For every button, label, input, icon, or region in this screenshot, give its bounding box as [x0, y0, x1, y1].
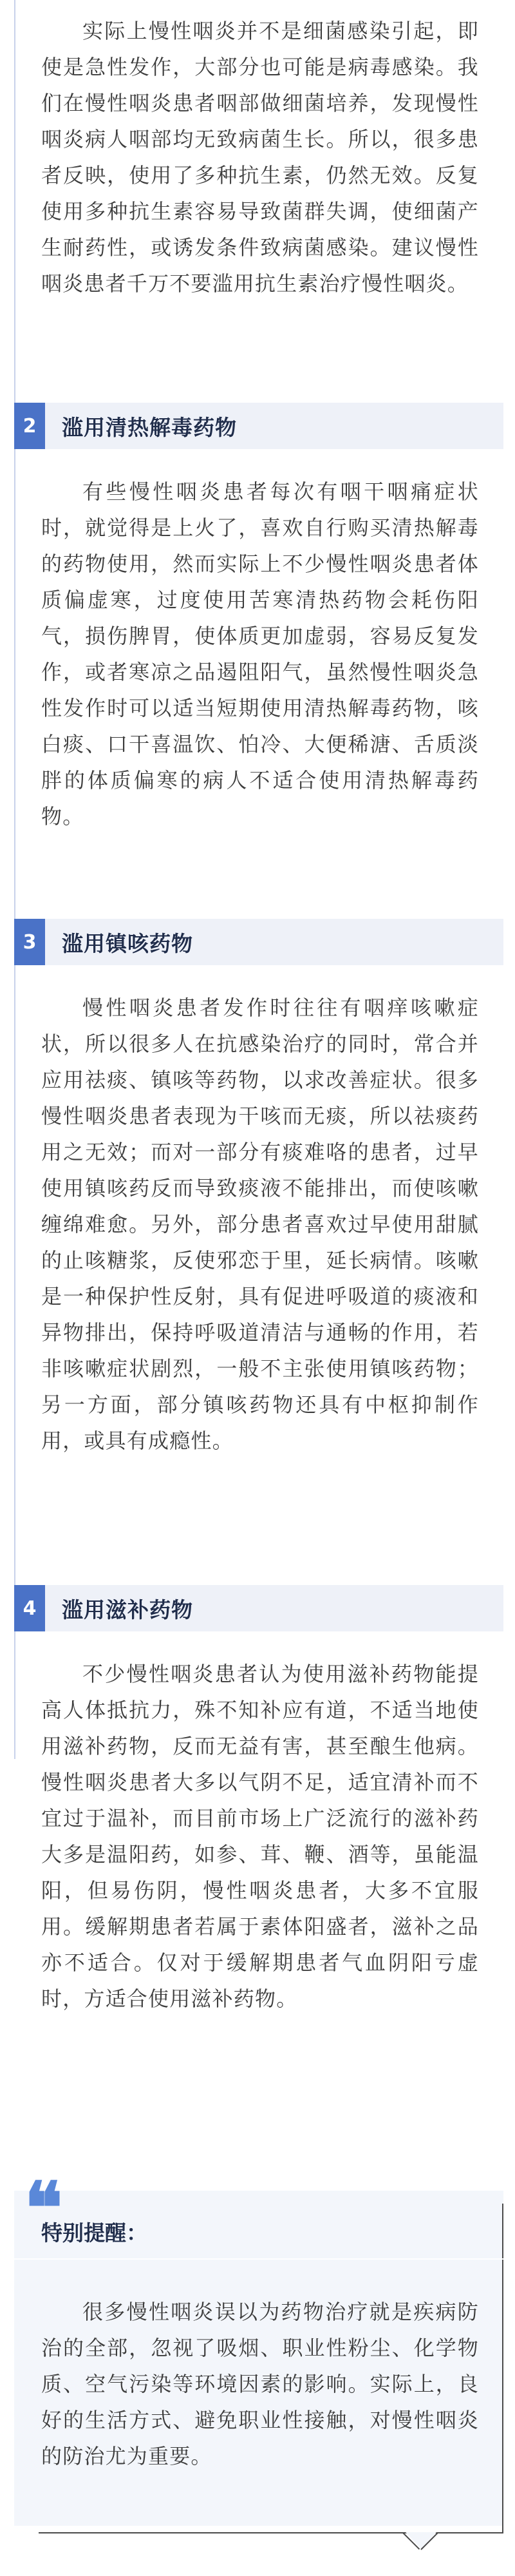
section-2-paragraph: 有些慢性咽炎患者每次有咽干咽痛症状时，就觉得是上火了，喜欢自行购买清热解毒的药物使用，然而实际上不少慢性咽炎患者体质偏虚寒，过度使用苦寒清热药物会耗伤阳气，损伤脾胃，使体质更加虚弱，容易反复发作，或者寒凉之品遏阻阳气，虽然慢性咽炎急性发作时可以适当短期使用清热解毒药物，咳白痰、口干喜温饮、怕冷、大便稀溏、舌质淡胖的体质偏寒的病人不适合使用清热解毒药物。 — [41, 479, 479, 829]
section-4-paragraph: 不少慢性咽炎患者认为使用滋补药物能提高人体抵抗力，殊不知补应有道，不适当地使用滋补药物，反而无益有害，甚至酿生他病。慢性咽炎患者大多以气阴不足，适宜清补而不宜过于温补，而目前市场上广泛流行的滋补药大多是温阳药，如参、茸、鞭、酒等，虽能温阳，但易伤阴，慢性咽炎患者，大多不宜服用。缓解期患者若属于素体阳盛者，滋补之品亦不适合。仅对于缓解期患者气血阴阳亏虚时，方适合使用滋补药物。 — [41, 1662, 479, 2011]
article-guide-line — [14, 0, 15, 1759]
callout-title: 特别提醒： — [41, 2220, 147, 2245]
callout-paragraph: 很多慢性咽炎误以为药物治疗就是疾病防治的全部，忽视了吸烟、职业性粉尘、化学物质、空气污染等环境因素的影响。实际上，良好的生活方式、避免职业性接触，对慢性咽炎的防治尤为重要。 — [41, 2300, 479, 2468]
section-title: 滥用清热解毒药物 — [62, 414, 237, 440]
section-number-badge: 4 — [14, 1585, 45, 1631]
section-3-paragraph: 慢性咽炎患者发作时往往有咽痒咳嗽症状，所以很多人在抗感染治疗的同时，常合并应用祛痰、镇咳等药物，以求改善症状。很多慢性咽炎患者表现为干咳而无痰，所以祛痰药用之无效；而对一部分有痰难咯的患者，过早使用镇咳药反而导致痰液不能排出，而使咳嗽缠绵难愈。另外，部分患者喜欢过早使用甜腻的止咳糖浆，反使邪恋于里，延长病情。咳嗽是一种保护性反射，具有促进呼吸道的痰液和异物排出，保持呼吸道清洁与通畅的作用，若非咳嗽症状剧烈，一般不主张使用镇咳药物；另一方面，部分镇咳药物还具有中枢抑制作用，或具有成瘾性。 — [41, 995, 479, 1453]
quote-icon — [24, 2173, 76, 2205]
intro-paragraph: 实际上慢性咽炎并不是细菌感染引起，即使是急性发作，大部分也可能是病毒感染。我们在慢性咽炎患者咽部做细菌培养，发现慢性咽炎病人咽部均无致病菌生长。所以，很多患者反映，使用了多种抗生素，仍然无效。反复使用多种抗生素容易导致菌群失调，使细菌产生耐药性，或诱发条件致病菌感染。建议慢性咽炎患者千万不要滥用抗生素治疗慢性咽炎。 — [41, 19, 479, 296]
section-title: 滥用镇咳药物 — [62, 930, 193, 956]
callout-divider — [14, 2258, 503, 2260]
section-header-3 — [14, 919, 503, 965]
section-title: 滥用滋补药物 — [62, 1597, 193, 1622]
callout-border — [502, 2204, 503, 2532]
section-number-badge: 3 — [14, 919, 45, 965]
section-header-2 — [14, 403, 503, 449]
section-header-4 — [14, 1585, 503, 1631]
section-number-badge: 2 — [14, 403, 45, 449]
